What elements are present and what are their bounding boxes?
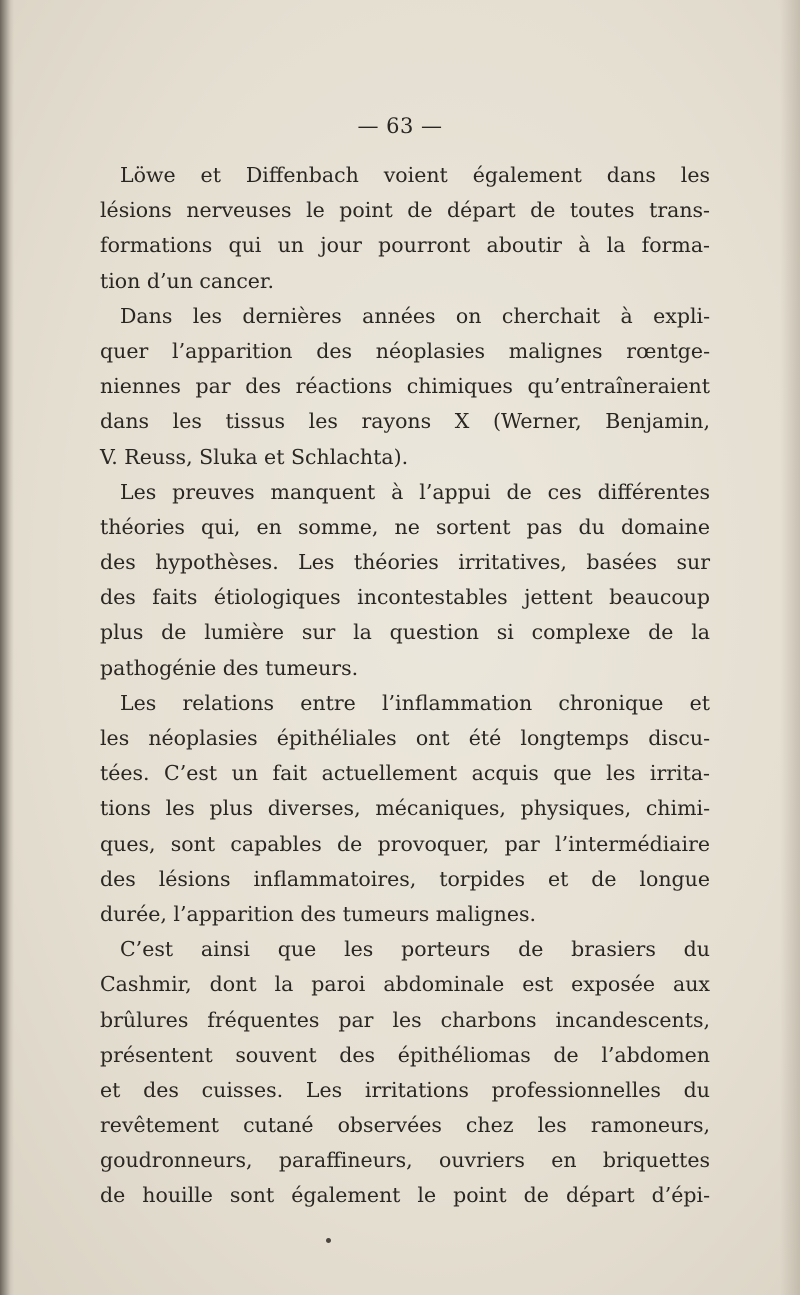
text-line: des faits étiologiques incontestables jettent beaucoup	[100, 585, 710, 610]
text-line: quer l’apparition des néoplasies malignes rœntge-	[100, 338, 710, 363]
text-line: Les relations entre l’inflammation chronique et	[120, 690, 710, 715]
paper-speck	[326, 1238, 331, 1243]
text-line: lésions nerveuses le point de départ de toutes trans-	[100, 198, 710, 223]
text-line: Les preuves manquent à l’appui de ces différentes	[120, 479, 710, 504]
text-line: C’est ainsi que les porteurs de brasiers du	[120, 937, 710, 962]
text-line: pathogénie des tumeurs.	[100, 655, 359, 680]
text-line: et des cuisses. Les irritations professionnelles du	[100, 1077, 710, 1102]
text-line: tion d’un cancer.	[100, 268, 274, 293]
text-line: présentent souvent des épithéliomas de l’abdomen	[100, 1042, 710, 1067]
text-line: goudronneurs, paraffineurs, ouvriers en briquettes	[100, 1148, 710, 1173]
text-line: les néoplasies épithéliales ont été longtemps discu-	[100, 726, 710, 750]
body-text	[100, 158, 710, 1214]
text-line: durée, l’apparition des tumeurs malignes.	[100, 901, 537, 926]
text-line: plus de lumière sur la question si complexe de la	[100, 620, 710, 645]
binding-edge	[0, 0, 14, 1295]
text-line: brûlures fréquentes par les charbons incandescents,	[100, 1007, 710, 1032]
text-line: Dans les dernières années on cherchait à expli-	[120, 303, 710, 328]
text-line: V. Reuss, Sluka et Schlachta).	[100, 444, 409, 469]
text-line: tées. C’est un fait actuellement acquis que les irrita-	[100, 761, 710, 786]
page-number: — 63 —	[357, 114, 443, 138]
text-line: niennes par des réactions chimiques qu’entraîneraient	[100, 374, 710, 399]
text-line: des hypothèses. Les théories irritatives, basées sur	[100, 550, 710, 575]
text-line: formations qui un jour pourront aboutir à la forma-	[100, 233, 710, 258]
text-line: théories qui, en somme, ne sortent pas du domaine	[100, 514, 710, 539]
text-line: de houille sont également le point de départ d’épi-	[100, 1183, 710, 1208]
text-line: Cashmir, dont la paroi abdominale est exposée aux	[100, 972, 710, 997]
text-line: des lésions inflammatoires, torpides et de longue	[100, 866, 710, 891]
page-edge-shade	[780, 0, 800, 1295]
text-line: revêtement cutané observées chez les ramoneurs,	[100, 1113, 710, 1138]
text-line: Löwe et Diffenbach voient également dans les	[120, 163, 710, 187]
text-line: ques, sont capables de provoquer, par l’intermédiaire	[100, 831, 710, 856]
text-line: tions les plus diverses, mécaniques, physiques, chimi-	[100, 796, 710, 821]
text-line: dans les tissus les rayons X (Werner, Benjamin,	[100, 409, 710, 434]
